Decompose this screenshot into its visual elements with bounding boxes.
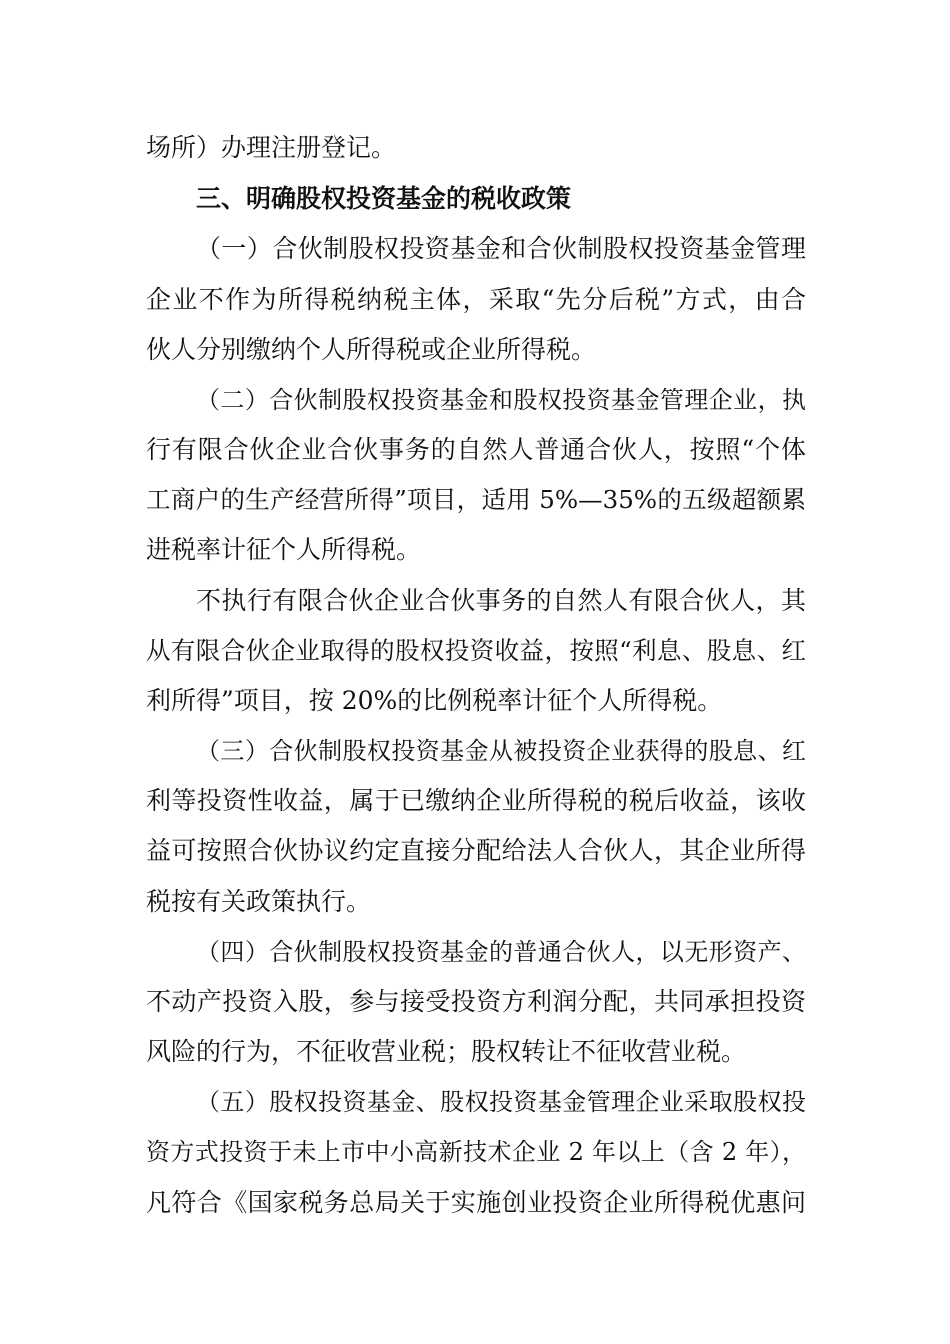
text-line: （三）合伙制股权投资基金从被投资企业获得的股息、红	[196, 737, 806, 765]
text-line: 场所）办理注册登记。	[146, 133, 397, 162]
text-line: 风险的行为，不征收营业税；股权转让不征收营业税。	[146, 1037, 747, 1066]
text-line: 工商户的生产经营所得”项目，适用 5%—35%的五级超额累	[146, 485, 806, 514]
text-line: 不动产投资入股，参与接受投资方利润分配，共同承担投资	[146, 987, 806, 1016]
text-line: （二）合伙制股权投资基金和股权投资基金管理企业，执	[196, 386, 806, 414]
text-line: 不执行有限合伙企业合伙事务的自然人有限合伙人，其	[196, 586, 806, 615]
text-line: 利等投资性收益，属于已缴纳企业所得税的税后收益，该收	[146, 786, 806, 815]
text-line: 利所得”项目，按 20%的比例税率计征个人所得税。	[146, 686, 723, 715]
text-line: 税按有关政策执行。	[146, 887, 372, 916]
text-line: 行有限合伙企业合伙事务的自然人普通合伙人，按照“个体	[146, 435, 806, 464]
text-line: 从有限合伙企业取得的股权投资收益，按照“利息、股息、红	[146, 636, 806, 665]
text-line: 企业不作为所得税纳税主体，采取“先分后税”方式，由合	[146, 285, 806, 314]
text-line: （一）合伙制股权投资基金和合伙制股权投资基金管理	[196, 234, 806, 263]
text-line: 伙人分别缴纳个人所得税或企业所得税。	[146, 335, 597, 364]
text-line: 益可按照合伙协议约定直接分配给法人合伙人，其企业所得	[146, 836, 806, 865]
text-line: 资方式投资于未上市中小高新技术企业 2 年以上（含 2 年），	[146, 1138, 806, 1166]
section-heading: 三、明确股权投资基金的税收政策	[196, 184, 572, 213]
text-line: 凡符合《国家税务总局关于实施创业投资企业所得税优惠问	[146, 1188, 806, 1217]
text-line: 进税率计征个人所得税。	[146, 535, 422, 564]
text-line: （四）合伙制股权投资基金的普通合伙人，以无形资产、	[196, 938, 806, 966]
text-line: （五）股权投资基金、股权投资基金管理企业采取股权投	[196, 1088, 806, 1116]
